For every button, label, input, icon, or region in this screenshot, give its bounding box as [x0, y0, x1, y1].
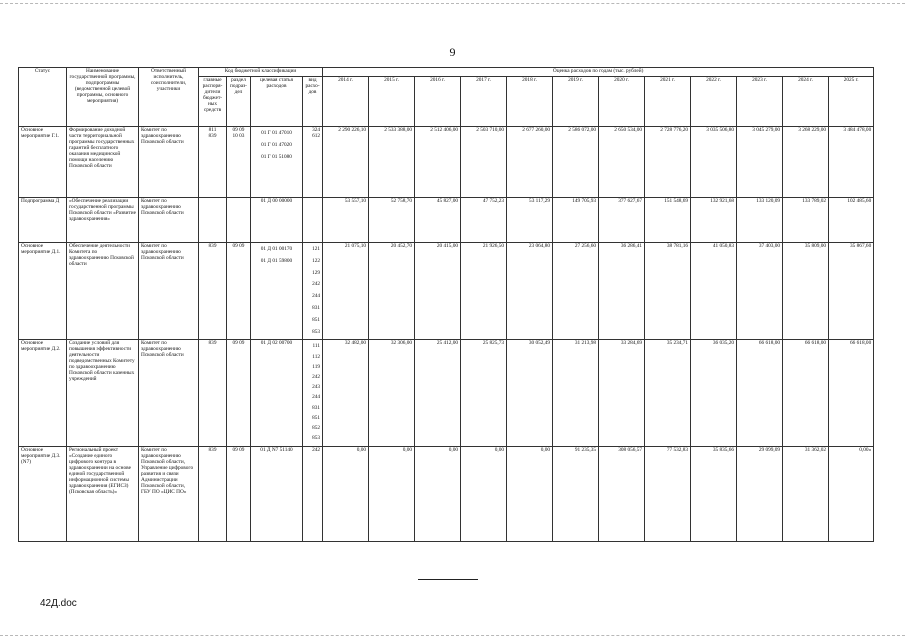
cell-value: 21 926,50	[461, 243, 507, 340]
cell-value: 133 789,02	[783, 198, 829, 243]
cell-target: 01 Д N7 51140	[251, 447, 303, 542]
cell-executor: Комитет по здравоохранению Псковской области	[139, 340, 199, 447]
cell-value: 32 482,00	[323, 340, 369, 447]
header-executor: Ответственный исполнитель, соисполнители, участники	[139, 68, 199, 127]
cell-value: 308 056,57	[599, 447, 645, 542]
header-budget-code: Код бюджетной классификации	[199, 68, 323, 77]
cell-name: Формирование доходной части территориальной программы государственных гарантий бесплатного оказания медицинской помощи населению Псковской области	[67, 127, 139, 198]
table-row	[19, 198, 874, 243]
header-grbs: главные распоря-дители бюджет-ных средств	[199, 77, 227, 127]
cell-value: 132 921,68	[691, 198, 737, 243]
cell-value: 3 045 279,00	[737, 127, 783, 198]
header-name: Наименование государственной программы, подпрограммы (ведомственной целевой программы, основного мероприятия)	[67, 68, 139, 127]
table-row	[19, 127, 874, 198]
cell-value: 25 825,73	[461, 340, 507, 447]
cell-value: 0,00	[461, 447, 507, 542]
cell-status: Основное мероприятие Г.1.	[19, 127, 67, 198]
cell-expense-type: 242	[303, 447, 323, 542]
cell-value: 77 532,83	[645, 447, 691, 542]
cell-value: 20 415,00	[415, 243, 461, 340]
cell-value: 41 050,83	[691, 243, 737, 340]
cell-value: 30 052,49	[507, 340, 553, 447]
cell-value: 3 035 506,80	[691, 127, 737, 198]
cell-value: 3 484 478,00	[829, 127, 874, 198]
cell-value: 0,00	[323, 447, 369, 542]
cell-status: Основное мероприятие Д.3. (N7)	[19, 447, 67, 542]
cell-section	[227, 198, 251, 243]
cell-status: Подпрограмма Д	[19, 198, 67, 243]
cell-value: 66 618,00	[783, 340, 829, 447]
cell-value: 91 235,35	[553, 447, 599, 542]
cell-expense-type: 324 612	[303, 127, 323, 198]
cell-value: 2 650 534,00	[599, 127, 645, 198]
cell-value: 45 827,00	[415, 198, 461, 243]
cell-value: 47 752,23	[461, 198, 507, 243]
cell-value: 52 758,70	[369, 198, 415, 243]
cell-value: 25 412,00	[415, 340, 461, 447]
cell-value: 36 035,20	[691, 340, 737, 447]
footer-divider	[418, 579, 478, 580]
cell-value: 35 234,71	[645, 340, 691, 447]
cell-expense-type: 121 122 129 242 244 831 851 853	[303, 243, 323, 340]
cell-value: 0,00»	[829, 447, 874, 542]
header-year: 2014 г.	[323, 77, 369, 127]
header-year: 2019 г.	[553, 77, 599, 127]
cell-value: 66 618,00	[737, 340, 783, 447]
cell-value: 33 284,69	[599, 340, 645, 447]
cell-target: 01 Д 02 00700	[251, 340, 303, 447]
header-section: раздел подраз-дел	[227, 77, 251, 127]
cell-value: 53 557,10	[323, 198, 369, 243]
cell-value: 0,00	[369, 447, 415, 542]
header-year: 2015 г.	[369, 77, 415, 127]
table-header	[19, 68, 874, 127]
header-expense-type: вид расхо-дов	[303, 77, 323, 127]
table-row	[19, 243, 874, 340]
cell-grbs: 839	[199, 447, 227, 542]
table-row	[19, 447, 874, 542]
cell-value: 377 627,67	[599, 198, 645, 243]
cell-grbs: 839	[199, 243, 227, 340]
cell-value: 149 705,93	[553, 198, 599, 243]
footer-filename: 42Д.doc	[40, 598, 77, 609]
cell-value: 151 548,69	[645, 198, 691, 243]
cell-value: 2 533 388,00	[369, 127, 415, 198]
cell-name: Обеспечение деятельности Комитета по здравоохранению Псковской области	[67, 243, 139, 340]
cell-grbs: 811 839	[199, 127, 227, 198]
cell-executor: Комитет по здравоохранению Псковской области	[139, 127, 199, 198]
cell-section: 09 09	[227, 340, 251, 447]
header-year: 2018 г.	[507, 77, 553, 127]
cell-value: 2 586 072,00	[553, 127, 599, 198]
cell-value: 31 362,02	[783, 447, 829, 542]
scan-edge-bottom	[0, 635, 905, 636]
cell-value: 27 256,60	[553, 243, 599, 340]
cell-name: Создание условий для повышения эффективности деятельности подведомственных Комитету по здравоохранению Псковской области казенных учреждений	[67, 340, 139, 447]
header-year: 2022 г.	[691, 77, 737, 127]
header-year: 2020 г.	[599, 77, 645, 127]
cell-section: 09 09	[227, 243, 251, 340]
cell-expense-type	[303, 198, 323, 243]
cell-status: Основное мероприятие Д.1.	[19, 243, 67, 340]
cell-executor: Комитет по здравоохранению Псковской области	[139, 198, 199, 243]
header-estimate: Оценка расходов по годам (тыс. рублей)	[323, 68, 874, 77]
cell-name: Региональный проект «Создание единого цифрового контура в здравоохранении на основе единой государственной информационной системы здравоохранения (ЕГИСЗ) (Псковская область)»	[67, 447, 139, 542]
cell-value: 66 618,00	[829, 340, 874, 447]
cell-value: 35 867,60	[829, 243, 874, 340]
cell-value: 0,00	[507, 447, 553, 542]
header-year: 2025 г.	[829, 77, 874, 127]
scan-edge-top	[0, 3, 905, 4]
cell-value: 133 120,09	[737, 198, 783, 243]
cell-name: «Обеспечение реализации государственной программы Псковской области «Развитие здравоохранения»	[67, 198, 139, 243]
cell-value: 32 306,00	[369, 340, 415, 447]
cell-value: 102 485,60	[829, 198, 874, 243]
cell-value: 31 213,98	[553, 340, 599, 447]
cell-grbs	[199, 198, 227, 243]
header-year: 2024 г.	[783, 77, 829, 127]
cell-value: 38 781,16	[645, 243, 691, 340]
cell-grbs: 839	[199, 340, 227, 447]
cell-value: 29 099,09	[737, 447, 783, 542]
cell-value: 21 075,10	[323, 243, 369, 340]
cell-executor: Комитет по здравоохранению Псковской области, Управление цифрового развития и связи Администрации Псковской области, ГБУ ПО «ЦИС ПО»	[139, 447, 199, 542]
header-status: Статус	[19, 68, 67, 127]
header-target: целевая статья расходов	[251, 77, 303, 127]
cell-value: 36 286,41	[599, 243, 645, 340]
cell-executor: Комитет по здравоохранению Псковской области	[139, 243, 199, 340]
page-number: 9	[449, 45, 456, 59]
cell-status: Основное мероприятие Д.2.	[19, 340, 67, 447]
header-year: 2023 г.	[737, 77, 783, 127]
cell-target: 01 Д 00 00000	[251, 198, 303, 243]
cell-value: 35 835,66	[691, 447, 737, 542]
cell-value: 35 809,00	[783, 243, 829, 340]
header-year: 2016 г.	[415, 77, 461, 127]
cell-value: 20 452,70	[369, 243, 415, 340]
cell-value: 37 403,00	[737, 243, 783, 340]
cell-value: 3 268 229,00	[783, 127, 829, 198]
budget-table	[18, 67, 874, 542]
cell-value: 2 728 776,20	[645, 127, 691, 198]
header-year: 2021 г.	[645, 77, 691, 127]
cell-section: 09 09	[227, 447, 251, 542]
cell-value: 0,00	[415, 447, 461, 542]
cell-value: 23 064,80	[507, 243, 553, 340]
cell-value: 2 503 710,00	[461, 127, 507, 198]
cell-expense-type: 111 112 119 242 243 244 831 851 852 853	[303, 340, 323, 447]
cell-target: 01 Г 01 47010 01 Г 01 47020 01 Г 01 51080	[251, 127, 303, 198]
cell-value: 2 512 406,00	[415, 127, 461, 198]
cell-section: 09 09 10 03	[227, 127, 251, 198]
cell-target: 01 Д 01 00170 01 Д 01 59800	[251, 243, 303, 340]
cell-value: 53 117,29	[507, 198, 553, 243]
cell-value: 2 677 260,00	[507, 127, 553, 198]
table-row	[19, 340, 874, 447]
cell-value: 2 290 226,10	[323, 127, 369, 198]
header-year: 2017 г.	[461, 77, 507, 127]
